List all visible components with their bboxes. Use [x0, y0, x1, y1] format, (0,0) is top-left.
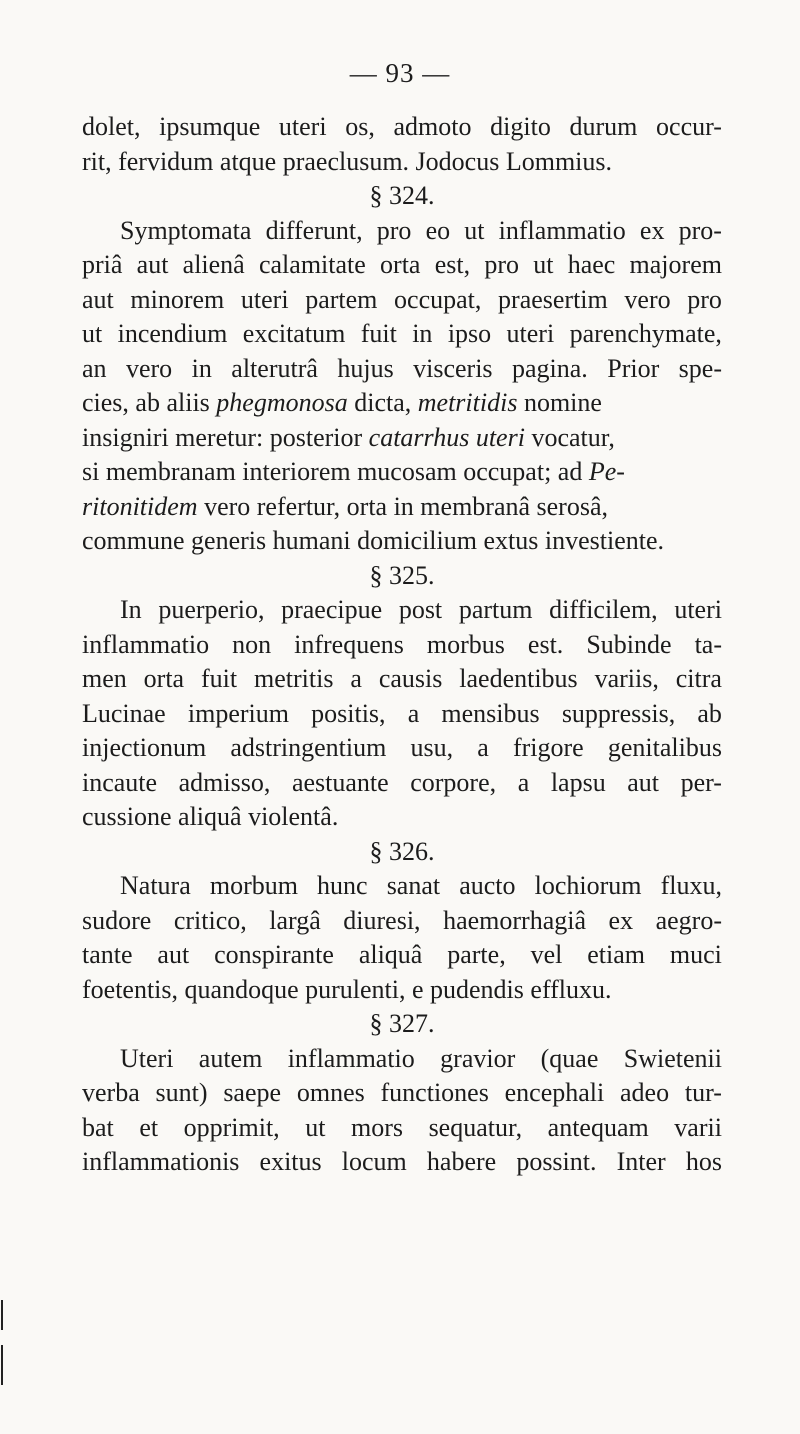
section-heading: § 327.: [369, 1009, 435, 1038]
italic-term: ritonitidem: [82, 491, 198, 521]
text-run: cies, ab aliis phegmonosa dicta, metritidis nomine: [82, 388, 602, 417]
page-body: [82, 110, 722, 1180]
italic-term: catarrhus uteri: [368, 422, 525, 452]
section-heading: § 324.: [369, 181, 435, 210]
text-line: tante aut conspirante aliquâ parte, vel etiam muci: [82, 940, 722, 969]
text-run: insigniri meretur: posterior catarrhus uteri vocatur,: [82, 422, 615, 452]
text-line: verba sunt) saepe omnes functiones encephali adeo tur-: [82, 1078, 722, 1107]
text-line: In puerperio, praecipue post partum difficilem, uteri: [120, 595, 722, 624]
text-line: commune generis humani domicilium extus investiente.: [82, 526, 664, 555]
page-edge-mark: [1, 1300, 3, 1330]
text-line: incaute admisso, aestuante corpore, a lapsu aut per-: [82, 767, 722, 797]
text-line: dolet, ipsumque uteri os, admoto digito durum occur-: [82, 112, 722, 141]
text-line: inflammatio non infrequens morbus est. Subinde ta-: [82, 629, 722, 659]
text-line: inflammationis exitus locum habere possint. Inter hos: [82, 1147, 722, 1176]
text-line: ut incendium excitatum fuit in ipso uteri parenchymate,: [82, 319, 722, 348]
text-line: Uteri autem inflammatio gravior (quae Swietenii: [120, 1043, 722, 1073]
text-line: cussione aliquâ violentâ.: [82, 802, 339, 831]
text-line: injectionum adstringentium usu, a frigore genitalibus: [82, 733, 722, 762]
text-line: an vero in alterutrâ hujus visceris pagina. Prior spe-: [82, 353, 722, 383]
text-line: Symptomata differunt, pro eo ut inflammatio ex pro-: [120, 215, 722, 245]
page-edge-mark: [1, 1345, 3, 1385]
page-number: — 93 —: [349, 58, 451, 88]
section-heading: § 325.: [369, 560, 435, 590]
italic-term: phegmonosa: [216, 388, 348, 417]
text-line: bat et opprimit, ut mors sequatur, antequam varii: [82, 1112, 722, 1142]
text-line: [82, 421, 722, 456]
text-line: sudore critico, largâ diuresi, haemorrhagiâ ex aegro-: [82, 905, 722, 935]
text-run: si membranam interiorem mucosam occupat; ad Pe-: [82, 457, 625, 486]
italic-term: metritidis: [417, 388, 518, 417]
text-line: aut minorem uteri partem occupat, praesertim vero pro: [82, 284, 722, 314]
text-run: ritonitidem vero refertur, orta in membranâ serosâ,: [82, 491, 609, 521]
italic-term: Pe-: [588, 457, 625, 486]
text-line: men orta fuit metritis a causis laedentibus variis, citra: [82, 664, 722, 693]
section-heading: § 326.: [369, 836, 435, 866]
text-line: [82, 455, 722, 490]
text-line: [82, 386, 722, 421]
text-line: priâ aut alienâ calamitate orta est, pro ut haec majorem: [82, 250, 722, 279]
text-line: [82, 490, 722, 525]
text-line: Lucinae imperium positis, a mensibus suppressis, ab: [82, 698, 722, 728]
text-line: Natura morbum hunc sanat aucto lochiorum fluxu,: [120, 871, 722, 900]
text-line: foetentis, quandoque purulenti, e pudendis effluxu.: [82, 974, 612, 1004]
text-line: rit, fervidum atque praeclusum. Jodocus Lommius.: [82, 146, 613, 176]
